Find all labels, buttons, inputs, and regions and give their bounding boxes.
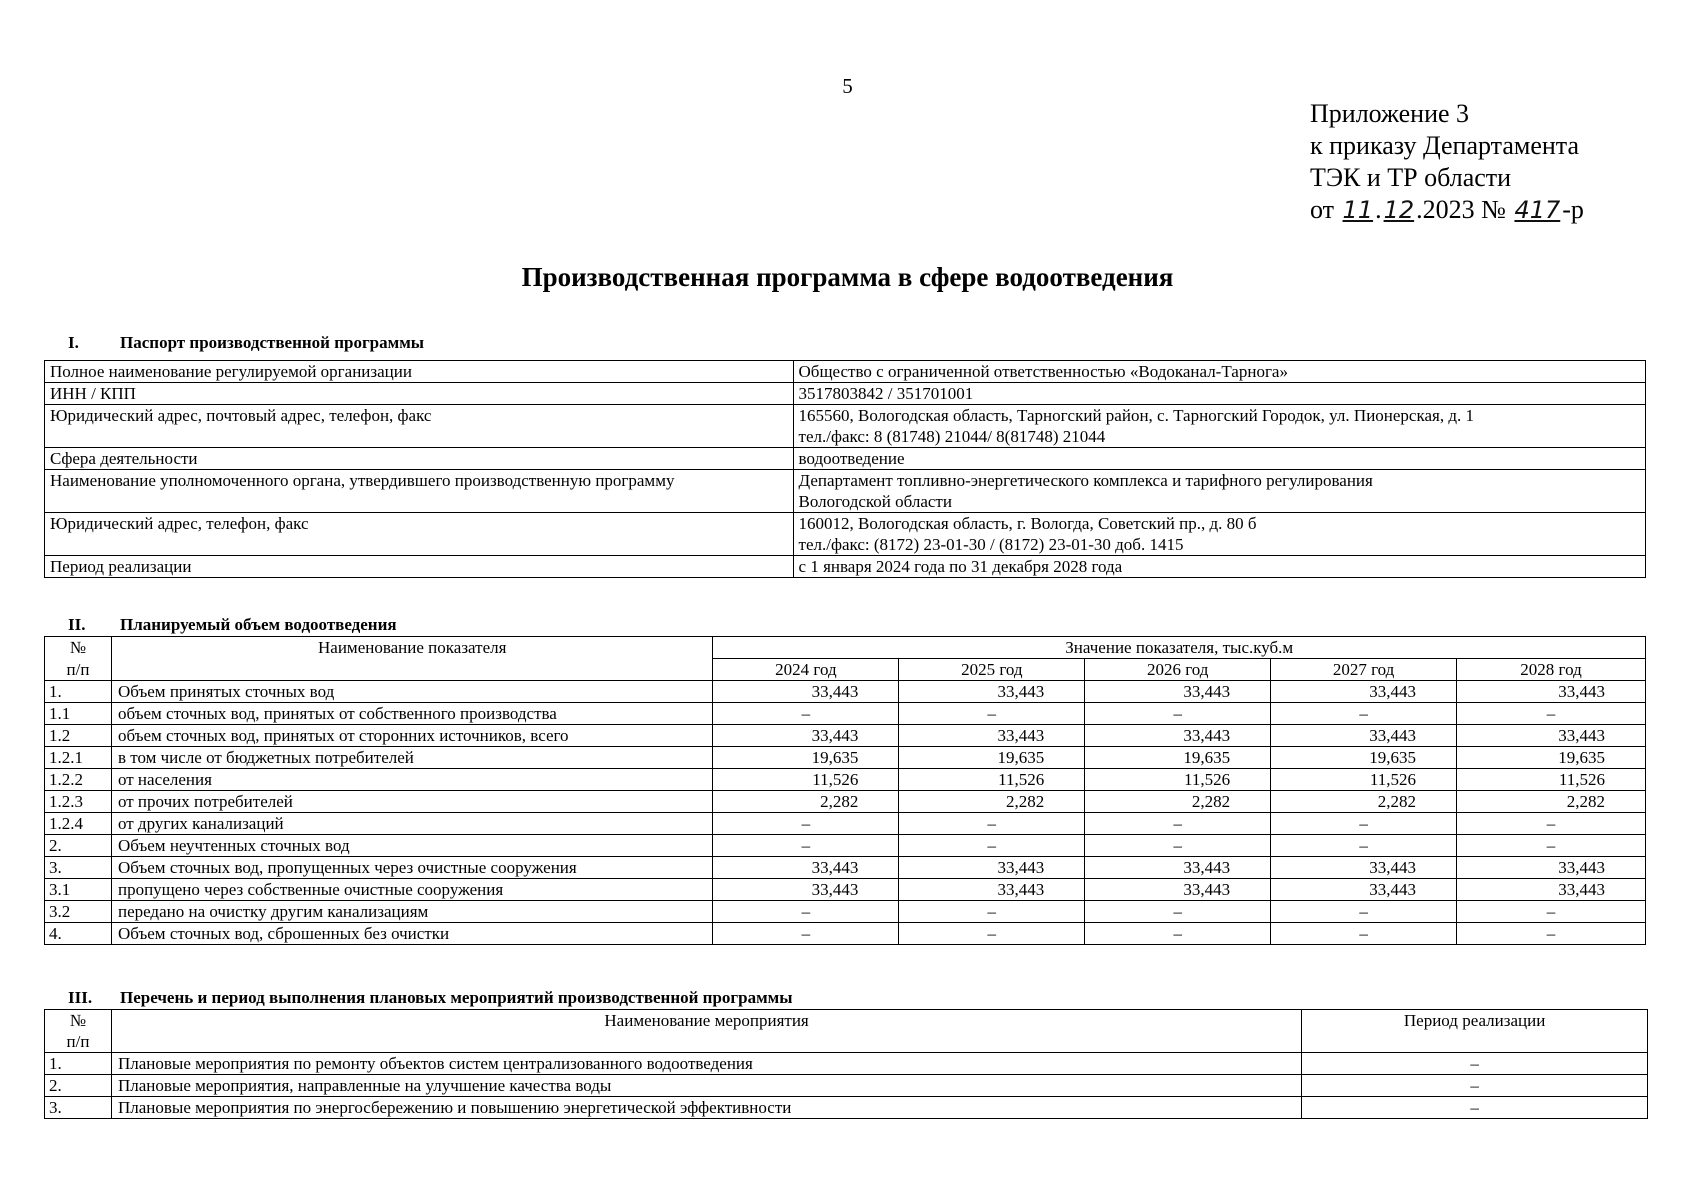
passport-value-cell	[793, 448, 1645, 470]
volume-value: –	[899, 835, 1085, 857]
volume-row-name: Объем сточных вод, сброшенных без очистки	[111, 923, 713, 945]
volume-row-number: 4.	[45, 923, 112, 945]
passport-label: Период реализации	[45, 556, 794, 578]
section-2-number: II.	[68, 615, 86, 634]
volume-value: 2,282	[1271, 791, 1457, 813]
volume-row-name: от других канализаций	[111, 813, 713, 835]
appendix-line-1: Приложение 3	[1310, 99, 1470, 128]
events-row-name: Плановые мероприятия, направленные на улучшение качества воды	[111, 1075, 1301, 1097]
volume-value: –	[899, 813, 1085, 835]
volume-row	[45, 901, 1646, 923]
passport-row	[45, 448, 1646, 470]
volume-value: 19,635	[899, 747, 1085, 769]
year-header: 2025 год	[899, 659, 1085, 681]
volume-value: –	[1085, 703, 1271, 725]
volume-value: 33,443	[713, 857, 899, 879]
appendix-line-3: ТЭК и ТР области	[1310, 163, 1512, 192]
section-3-heading	[64, 988, 793, 1008]
passport-label: ИНН / КПП	[45, 383, 794, 405]
events-header-num	[45, 1010, 112, 1032]
volume-row-name: объем сточных вод, принятых от сторонних источников, всего	[111, 725, 713, 747]
year-header: 2024 год	[713, 659, 899, 681]
volume-value: 33,443	[1271, 857, 1457, 879]
passport-value: 3517803842 / 351701001	[798, 384, 974, 403]
order-suffix: -р	[1562, 195, 1584, 224]
volume-row	[45, 835, 1646, 857]
volume-value: 33,443	[1085, 857, 1271, 879]
events-table	[44, 1009, 1648, 1119]
section-1-number: I.	[68, 333, 79, 352]
volume-value: –	[1085, 813, 1271, 835]
volume-header-num-2: п/п	[45, 659, 112, 681]
volume-row	[45, 681, 1646, 703]
events-row-period: –	[1302, 1097, 1648, 1119]
volume-value: 19,635	[1457, 747, 1646, 769]
volume-row	[45, 857, 1646, 879]
volume-row-number: 1.2.4	[45, 813, 112, 835]
volume-row-name: Объем принятых сточных вод	[111, 681, 713, 703]
volume-row	[45, 879, 1646, 901]
volume-value: 33,443	[1085, 681, 1271, 703]
events-header-period: Период реализации	[1302, 1010, 1648, 1053]
volume-value: 11,526	[713, 769, 899, 791]
volume-row	[45, 747, 1646, 769]
num-header-label: №	[69, 638, 87, 657]
events-row-name: Плановые мероприятия по энергосбережению и повышению энергетической эффективности	[111, 1097, 1301, 1119]
volume-row-number: 3.1	[45, 879, 112, 901]
volume-value: 33,443	[1085, 879, 1271, 901]
passport-value-cell	[793, 470, 1645, 513]
passport-value-line-2: тел./факс: 8 (81748) 21044/ 8(81748) 21044	[798, 427, 1106, 446]
appendix-block	[1310, 98, 1584, 226]
events-row	[45, 1075, 1648, 1097]
section-1-heading	[64, 333, 424, 353]
volume-header-values: Значение показателя, тыс.куб.м	[713, 637, 1646, 659]
volume-row	[45, 725, 1646, 747]
volume-value: 33,443	[1457, 725, 1646, 747]
events-row-name: Плановые мероприятия по ремонту объектов систем централизованного водоотведения	[111, 1053, 1301, 1075]
volume-value: 19,635	[1271, 747, 1457, 769]
volume-value: –	[713, 901, 899, 923]
handwritten-month: 12	[1383, 196, 1415, 224]
passport-value: 165560, Вологодская область, Тарногский район, с. Тарногский Городок, ул. Пионерская, д. 1	[798, 406, 1474, 425]
volume-value: –	[713, 813, 899, 835]
events-row-number: 3.	[45, 1097, 112, 1119]
passport-value: 160012, Вологодская область, г. Вологда, Советский пр., д. 80 б	[798, 514, 1257, 533]
events-row-number: 2.	[45, 1075, 112, 1097]
volume-value: –	[899, 923, 1085, 945]
appendix-line-2: к приказу Департамента	[1310, 131, 1580, 160]
volume-header-num	[45, 637, 112, 659]
volume-row-name: Объем неучтенных сточных вод	[111, 835, 713, 857]
volume-value: –	[1271, 835, 1457, 857]
passport-value-cell	[793, 556, 1645, 578]
passport-value: Департамент топливно-энергетического комплекса и тарифного регулирования	[798, 471, 1373, 490]
passport-row	[45, 556, 1646, 578]
volume-header-name: Наименование показателя	[111, 637, 713, 681]
passport-label: Юридический адрес, телефон, факс	[45, 513, 794, 556]
events-header-name: Наименование мероприятия	[111, 1010, 1301, 1053]
volume-value: 33,443	[1085, 725, 1271, 747]
volume-row-number: 3.2	[45, 901, 112, 923]
volume-row-number: 1.1	[45, 703, 112, 725]
year-header: 2027 год	[1271, 659, 1457, 681]
volume-row-number: 2.	[45, 835, 112, 857]
passport-row	[45, 405, 1646, 448]
volume-value: –	[1271, 703, 1457, 725]
events-row	[45, 1053, 1648, 1075]
volume-row-number: 1.2.3	[45, 791, 112, 813]
handwritten-order-number: 417	[1514, 196, 1561, 224]
volume-value: 33,443	[713, 879, 899, 901]
section-1-title: Паспорт производственной программы	[120, 333, 425, 352]
volume-value: 11,526	[899, 769, 1085, 791]
events-header-num-2: п/п	[45, 1031, 112, 1053]
volume-row-name: от прочих потребителей	[111, 791, 713, 813]
volume-value: –	[899, 703, 1085, 725]
volume-value: 33,443	[899, 879, 1085, 901]
passport-row	[45, 470, 1646, 513]
volume-row	[45, 703, 1646, 725]
passport-label: Наименование уполномоченного органа, утвердившего производственную программу	[45, 470, 794, 513]
volume-row-name: от населения	[111, 769, 713, 791]
volume-value: –	[1271, 901, 1457, 923]
volume-value: 33,443	[1457, 879, 1646, 901]
volume-value: 2,282	[1457, 791, 1646, 813]
date-prefix: от	[1310, 195, 1335, 224]
volume-row-number: 1.2	[45, 725, 112, 747]
volume-value: –	[1271, 923, 1457, 945]
passport-value: водоотведение	[798, 449, 905, 468]
section-3-title: Перечень и период выполнения плановых мероприятий производственной программы	[120, 988, 793, 1007]
volume-row-name: объем сточных вод, принятых от собственного производства	[111, 703, 713, 725]
date-year: .2023 №	[1416, 195, 1506, 224]
passport-row	[45, 513, 1646, 556]
passport-value-cell	[793, 361, 1645, 383]
volume-row	[45, 769, 1646, 791]
section-3-number: III.	[68, 988, 93, 1007]
volume-value: 33,443	[899, 681, 1085, 703]
volume-row-name: Объем сточных вод, пропущенных через очистные сооружения	[111, 857, 713, 879]
volume-value: –	[1271, 813, 1457, 835]
passport-value-cell	[793, 383, 1645, 405]
volume-value: –	[899, 901, 1085, 923]
volume-row-name: передано на очистку другим канализациям	[111, 901, 713, 923]
volume-row	[45, 813, 1646, 835]
volume-row-number: 3.	[45, 857, 112, 879]
events-num-label: №	[69, 1011, 87, 1030]
passport-value: Общество с ограниченной ответственностью «Водоканал-Тарнога»	[798, 362, 1288, 381]
document-title: Производственная программа в сфере водоотведения	[521, 262, 1174, 292]
passport-row	[45, 383, 1646, 405]
volume-table	[44, 636, 1646, 945]
volume-value: –	[1085, 835, 1271, 857]
volume-value: 11,526	[1457, 769, 1646, 791]
volume-row-number: 1.2.2	[45, 769, 112, 791]
volume-value: 19,635	[1085, 747, 1271, 769]
volume-value: –	[713, 835, 899, 857]
volume-value: 33,443	[1457, 857, 1646, 879]
section-2-heading	[64, 615, 397, 635]
section-2-title: Планируемый объем водоотведения	[120, 615, 397, 634]
events-row-number: 1.	[45, 1053, 112, 1075]
handwritten-day: 11	[1342, 196, 1374, 224]
volume-row-number: 1.	[45, 681, 112, 703]
volume-value: 2,282	[899, 791, 1085, 813]
volume-value: –	[1457, 703, 1646, 725]
volume-value: –	[1457, 923, 1646, 945]
volume-value: 33,443	[1271, 725, 1457, 747]
passport-table	[44, 360, 1646, 578]
volume-value: 2,282	[713, 791, 899, 813]
passport-value: с 1 января 2024 года по 31 декабря 2028 года	[798, 557, 1123, 576]
passport-row	[45, 361, 1646, 383]
volume-value: 19,635	[713, 747, 899, 769]
volume-row-name: в том числе от бюджетных потребителей	[111, 747, 713, 769]
passport-value-line-2: тел./факс: (8172) 23-01-30 / (8172) 23-01-30 доб. 1415	[798, 535, 1184, 554]
volume-value: –	[1085, 901, 1271, 923]
events-row	[45, 1097, 1648, 1119]
volume-value: 33,443	[1457, 681, 1646, 703]
volume-row	[45, 791, 1646, 813]
volume-value: 33,443	[899, 725, 1085, 747]
volume-value: –	[713, 703, 899, 725]
volume-value: –	[1085, 923, 1271, 945]
volume-row-name: пропущено через собственные очистные сооружения	[111, 879, 713, 901]
year-header: 2028 год	[1457, 659, 1646, 681]
volume-value: 33,443	[1271, 681, 1457, 703]
volume-value: –	[1457, 813, 1646, 835]
volume-value: 11,526	[1271, 769, 1457, 791]
volume-value: 33,443	[1271, 879, 1457, 901]
volume-value: –	[713, 923, 899, 945]
volume-value: 2,282	[1085, 791, 1271, 813]
appendix-date-line: от 11.12.2023 № 417-р	[1310, 195, 1584, 224]
volume-row-number: 1.2.1	[45, 747, 112, 769]
volume-row	[45, 923, 1646, 945]
volume-value: 33,443	[713, 725, 899, 747]
events-row-period: –	[1302, 1075, 1648, 1097]
volume-value: –	[1457, 901, 1646, 923]
passport-label: Сфера деятельности	[45, 448, 794, 470]
volume-value: –	[1457, 835, 1646, 857]
events-row-period: –	[1302, 1053, 1648, 1075]
passport-value-cell	[793, 405, 1645, 448]
passport-label: Полное наименование регулируемой организации	[45, 361, 794, 383]
volume-value: 33,443	[713, 681, 899, 703]
volume-value: 11,526	[1085, 769, 1271, 791]
passport-label: Юридический адрес, почтовый адрес, телефон, факс	[45, 405, 794, 448]
volume-value: 33,443	[899, 857, 1085, 879]
year-header: 2026 год	[1085, 659, 1271, 681]
passport-value-cell	[793, 513, 1645, 556]
page-number: 5	[842, 74, 853, 98]
passport-value-line-2: Вологодской области	[798, 492, 952, 511]
